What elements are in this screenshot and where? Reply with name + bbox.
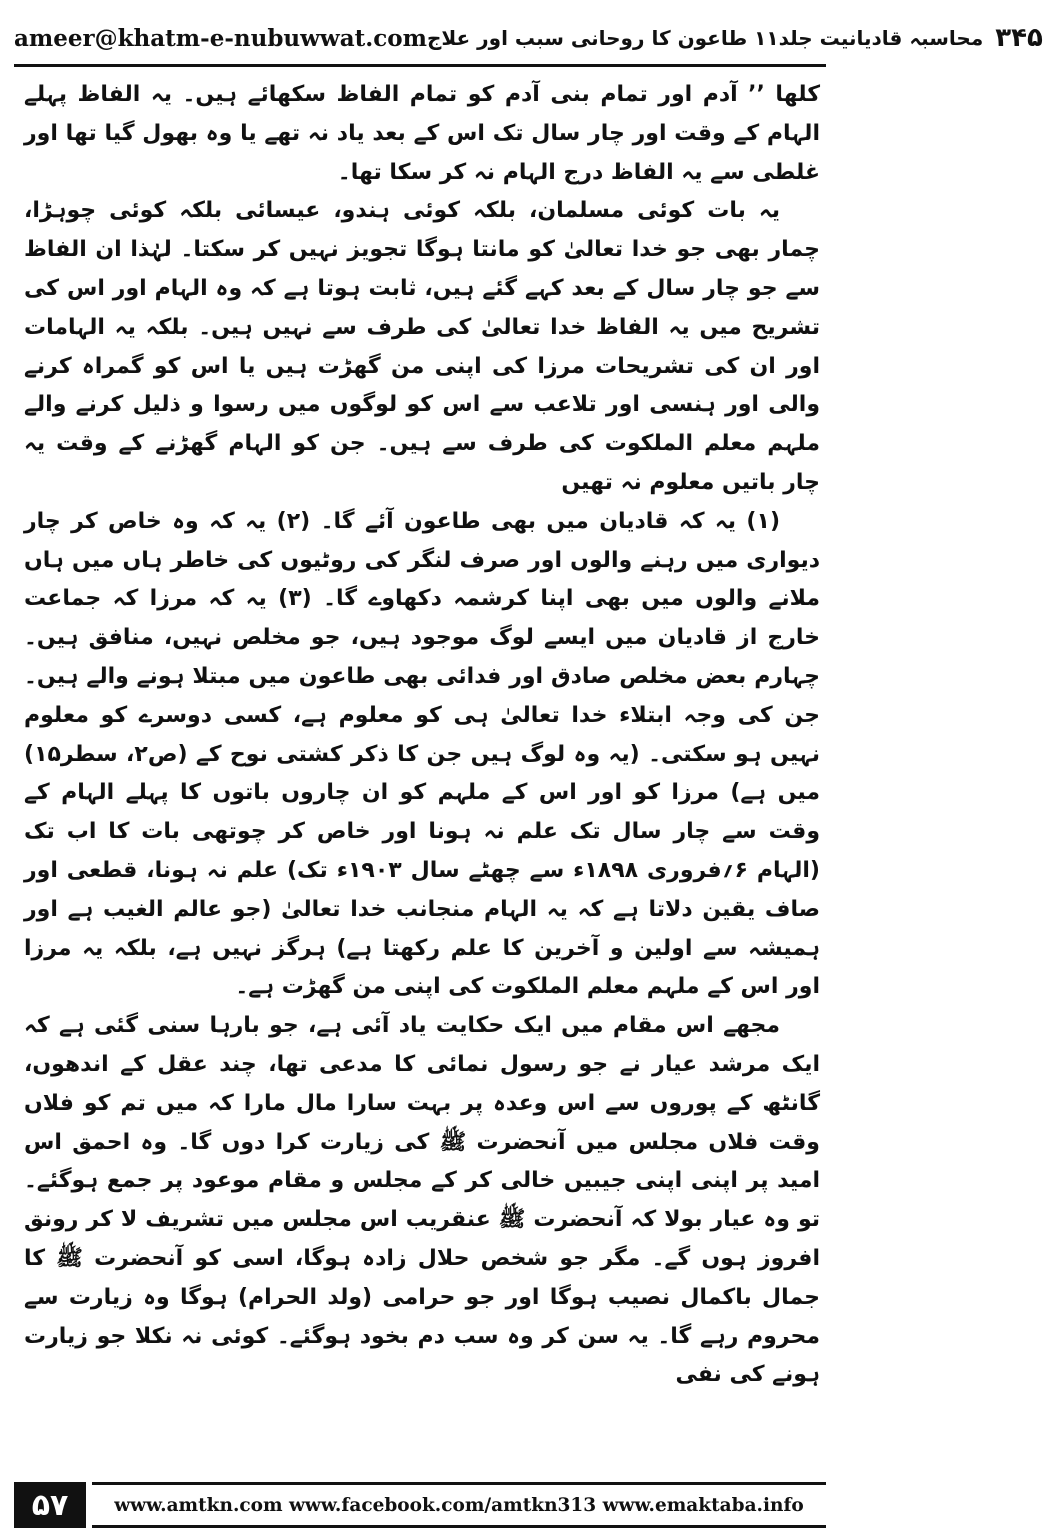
paragraph: مجھے اس مقام میں ایک حکایت یاد آئی ہے، جو بارہا سنی گئی ہے کہ ایک مرشد عیار نے جو رسول نمائی کا مدعی تھا، چند عقل کے اندھوں، گانٹھ کے پوروں سے اس وعدہ پر بہت سارا مال مارا کہ میں تم کو فلاں وقت فلاں مجلس میں آنحضرت ﷺ کی زیارت کرا دوں گا۔ وہ احمق اس امید پر اپنی اپنی جیبیں خالی کر کے مجلس و مقام موعود پر جمع ہوگئے۔ تو وہ عیار بولا کہ آنحضرت ﷺ عنقریب اس مجلس میں تشریف لا کر رونق افروز ہوں گے۔ مگر جو شخص حلال زادہ ہوگا، اسی کو آنحضرت ﷺ کا جمال باکمال نصیب ہوگا اور جو حرامی (ولد الحرام) ہوگا وہ زیارت سے محروم رہے گا۔ یہ سن کر وہ سب دم بخود ہوگئے۔ کوئی نہ نکلا جو زیارت ہونے کی نفی xyxy=(24,1013,820,1388)
page-footer xyxy=(14,1482,826,1528)
paragraph: کلھا ’’ آدم اور تمام بنی آدم کو تمام الفاظ سکھائے ہیں۔ یہ الفاظ پہلے الہام کے وقت اور چار سال تک اس کے بعد یاد نہ تھے یا وہ بھول گیا تھا اور غلطی سے یہ الفاظ درج الہام نہ کر سکا تھا۔ xyxy=(24,82,820,185)
header-page-number: ۳۴۵ xyxy=(995,23,1043,53)
header-title-group xyxy=(427,23,1043,53)
footer-page-number: ۵۷ xyxy=(14,1482,92,1528)
paragraph: (۱) یہ کہ قادیان میں بھی طاعون آئے گا۔ (۲) یہ کہ وہ خاص کر چار دیواری میں رہنے والوں اور صرف لنگر کی روٹیوں کی خاطر ہاں میں ہاں ملانے والوں میں بھی اپنا کرشمہ دکھاوے گا۔ (۳) یہ کہ مرزا کہ جماعت خارج از قادیان میں ایسے لوگ موجود ہیں، جو مخلص نہیں، منافق ہیں۔ چہارم بعض مخلص صادق اور فدائی بھی طاعون میں مبتلا ہونے والے ہیں۔ جن کی وجہ ابتلاء خدا تعالیٰ ہی کو معلوم ہے، کسی دوسرے کو معلوم نہیں ہو سکتی۔ (یہ وہ لوگ ہیں جن کا ذکر کشتی نوح کے (ص۲، سطر۱۵) میں ہے) مرزا کو اور اس کے ملہم کو ان چاروں باتوں کا پہلے الہام کے وقت سے چار سال تک علم نہ ہونا اور خاص کر چوتھی بات کا اب تک (الہام ۶؍فروری ۱۸۹۸ء سے چھٹے سال ۱۹۰۳ء تک) علم نہ ہونا، قطعی اور صاف یقین دلاتا ہے کہ یہ الہام منجانب خدا تعالیٰ (جو عالم الغیب ہے اور ہمیشہ سے اولین و آخرین کا علم رکھتا ہے) ہرگز نہیں ہے، بلکہ یہ مرزا اور اس کے ملہم معلم الملکوت کی اپنی من گھڑت ہے۔ xyxy=(24,508,820,1000)
header-book-title: محاسبہ قادیانیت جلد۱۱ طاعون کا روحانی سبب اور علاج xyxy=(426,26,984,50)
paragraph: یہ بات کوئی مسلمان، بلکہ کوئی ہندو، عیسائی بلکہ کوئی چوہڑا، چمار بھی جو خدا تعالیٰ کو مانتا ہوگا تجویز نہیں کر سکتا۔ لہٰذا ان الفاظ سے جو چار سال کے بعد کہے گئے ہیں، ثابت ہوتا ہے کہ وہ الہام اور اس کی تشریح میں یہ الفاظ خدا تعالیٰ کی طرف سے نہیں ہیں۔ بلکہ یہ الہامات اور ان کی تشریحات مرزا کی اپنی من گھڑت ہیں یا اس کو گمراہ کرنے والی اور ہنسی اور تلاعب سے اس کو لوگوں میں رسوا و ذلیل کرنے والے ملہم معلم الملکوت کی طرف سے ہیں۔ جن کو الہام گھڑنے کے وقت یہ چار باتیں معلوم نہ تھیں xyxy=(24,198,820,495)
header-divider xyxy=(14,64,826,67)
body-text xyxy=(24,76,820,1456)
page-header xyxy=(14,14,1043,62)
header-email[interactable]: ameer@khatm-e-nubuwwat.com xyxy=(14,24,427,52)
footer-websites[interactable]: www.amtkn.com www.facebook.com/amtkn313 www.emaktaba.info xyxy=(92,1482,826,1528)
